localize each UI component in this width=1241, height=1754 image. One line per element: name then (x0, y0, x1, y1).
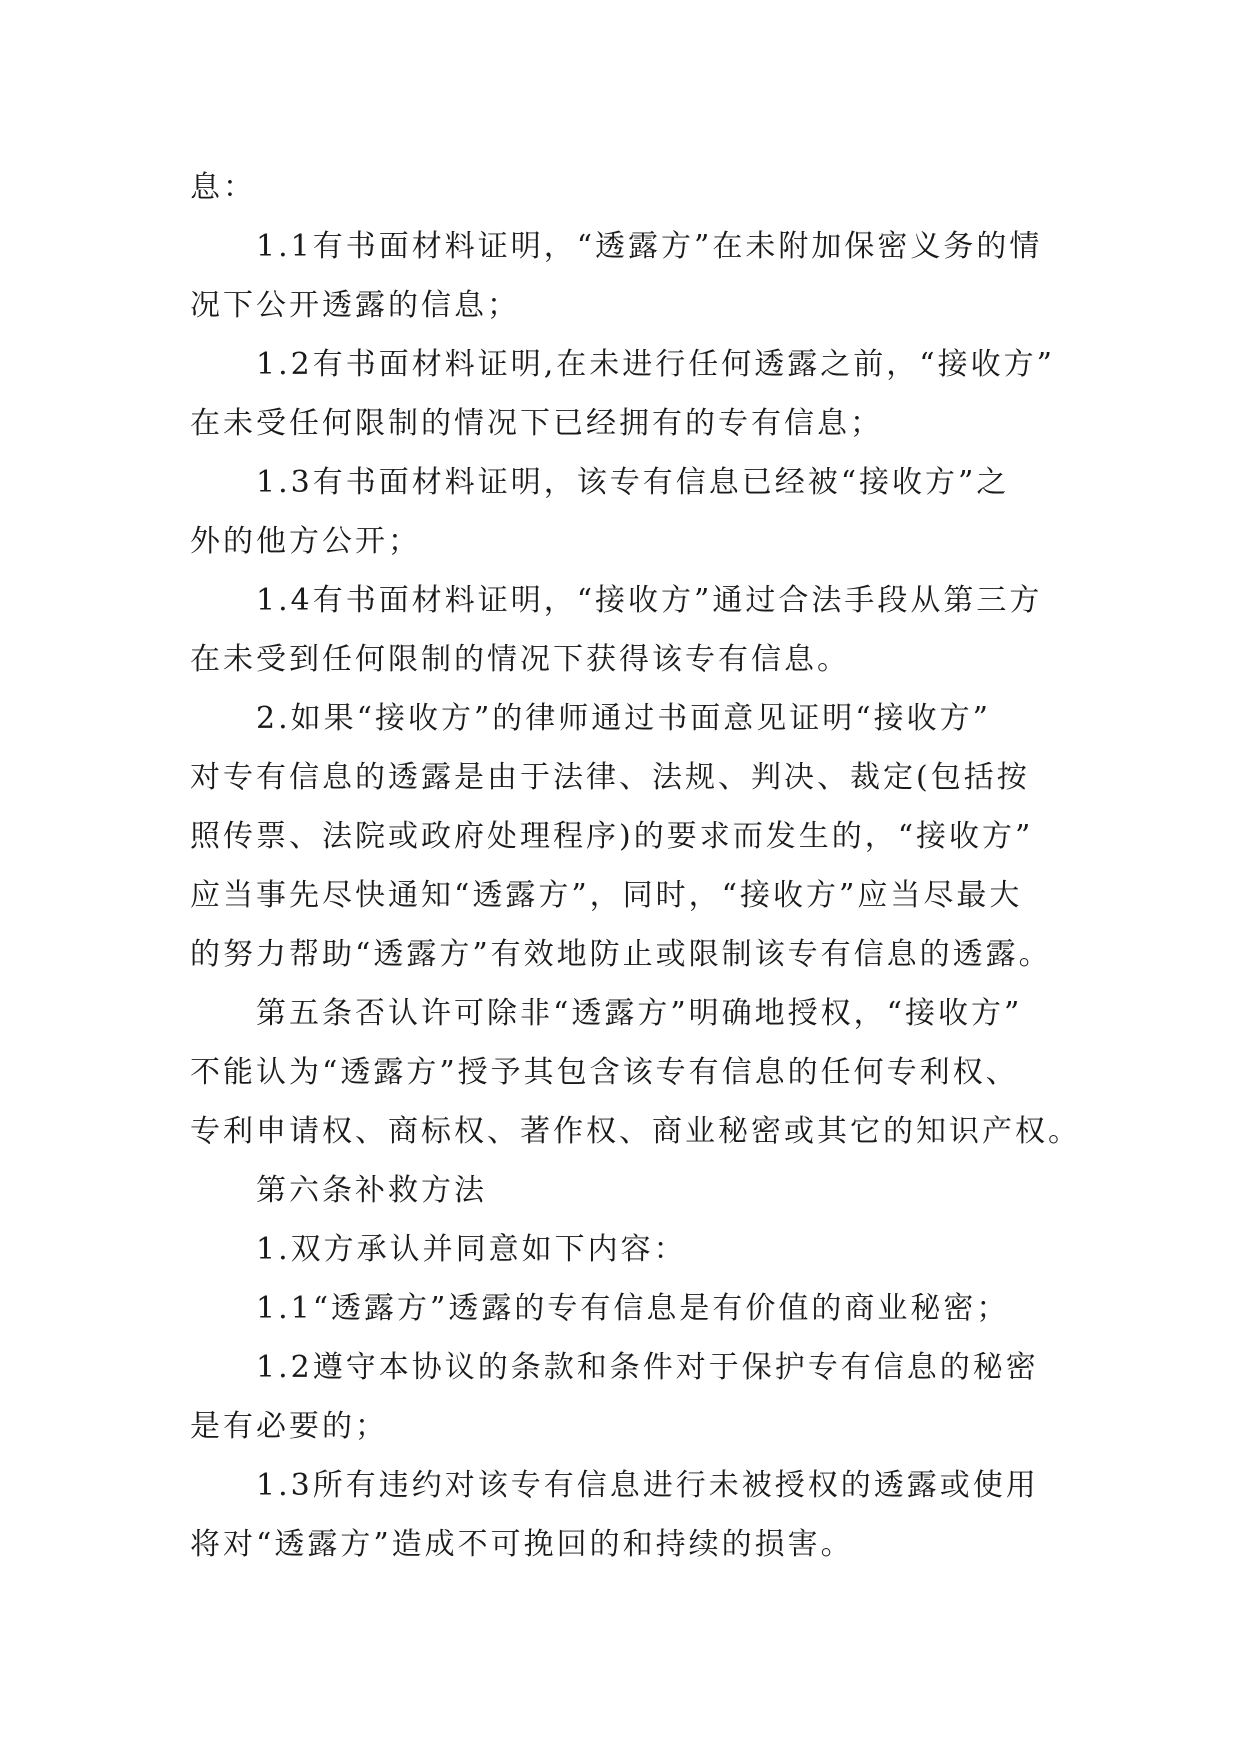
text-line: 1.2有书面材料证明,在未进行任何透露之前，“接收方” (256, 347, 1055, 382)
text-line: 第五条否认许可除非“透露方”明确地授权，“接收方” (256, 996, 1023, 1031)
text-line: 2.如果“接收方”的律师通过书面意见证明“接收方” (256, 701, 991, 736)
text-line: 外的他方公开； (190, 524, 421, 559)
text-line: 在未受任何限制的情况下已经拥有的专有信息； (190, 406, 883, 441)
text-line: 专利申请权、商标权、著作权、商业秘密或其它的知识产权。 (190, 1114, 1081, 1149)
text-line: 1.4有书面材料证明，“接收方”通过合法手段从第三方 (256, 583, 1043, 618)
text-line: 不能认为“透露方”授予其包含该专有信息的任何专利权、 (190, 1055, 1019, 1090)
text-line: 1.2遵守本协议的条款和条件对于保护专有信息的秘密 (256, 1350, 1039, 1385)
text-line: 第六条补救方法 (256, 1173, 487, 1208)
text-line: 应当事先尽快通知“透露方”，同时，“接收方”应当尽最大 (190, 878, 1023, 913)
text-line: 况下公开透露的信息； (190, 288, 520, 323)
text-line: 1.双方承认并同意如下内容： (256, 1232, 687, 1267)
text-line: 的努力帮助“透露方”有效地防止或限制该专有信息的透露。 (190, 937, 1052, 972)
text-line: 对专有信息的透露是由于法律、法规、判决、裁定(包括按 (190, 760, 1030, 795)
text-line: 1.3有书面材料证明，该专有信息已经被“接收方”之 (256, 465, 1010, 500)
text-line: 照传票、法院或政府处理程序)的要求而发生的，“接收方” (190, 819, 1034, 854)
text-line: 在未受到任何限制的情况下获得该专有信息。 (190, 642, 850, 677)
document-body (190, 158, 1081, 1574)
text-line: 将对“透露方”造成不可挽回的和持续的损害。 (190, 1527, 854, 1562)
text-line: 1.3所有违约对该专有信息进行未被授权的透露或使用 (256, 1468, 1039, 1503)
text-line: 是有必要的； (190, 1409, 388, 1444)
text-line: 1.1“透露方”透露的专有信息是有价值的商业秘密； (256, 1291, 1010, 1326)
text-line: 1.1有书面材料证明，“透露方”在未附加保密义务的情 (256, 229, 1043, 264)
text-line: 息： (190, 170, 256, 205)
